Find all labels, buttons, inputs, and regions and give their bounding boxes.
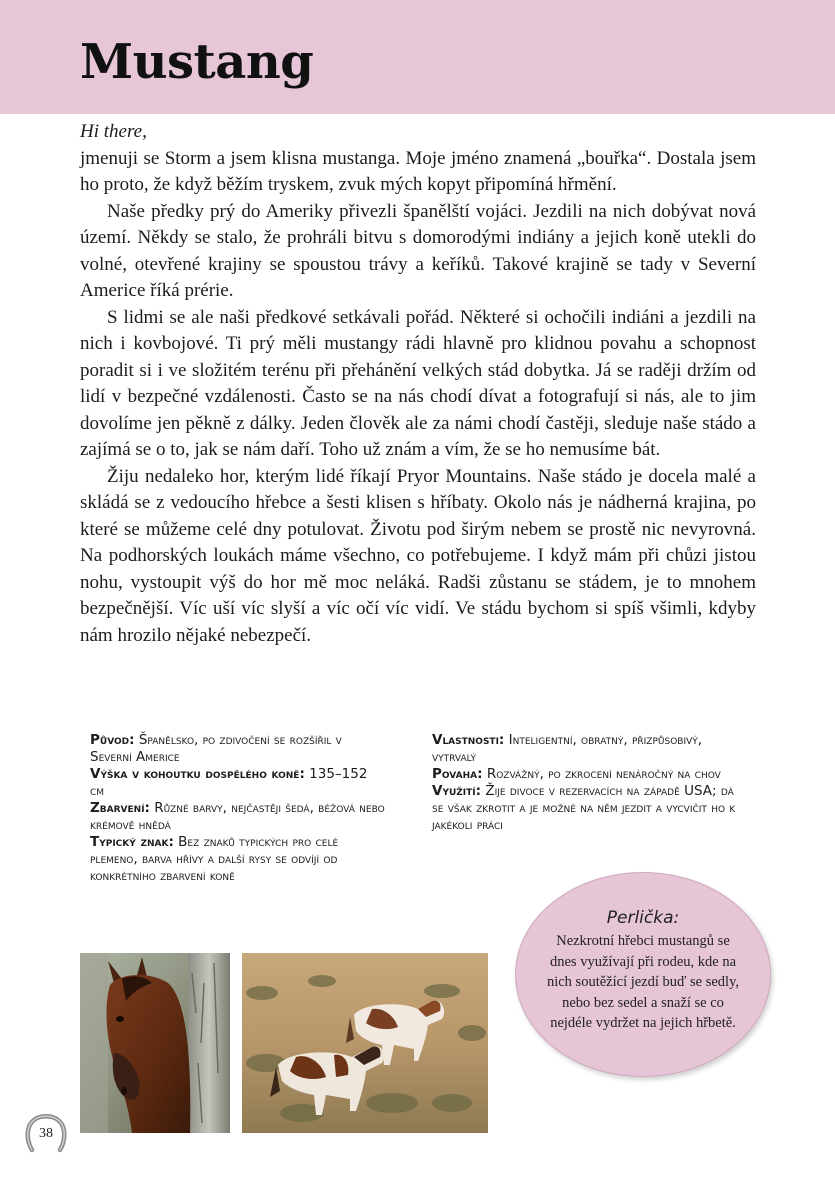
fact-label: Výška v kohoutku dospělého koně: [90, 766, 305, 782]
fact-sheet-left [90, 732, 385, 885]
fun-fact-text: Nezkrotní hřebci mustangů se dnes využívají při rodeu, kde na nich soutěžící jezdí buď se sedly, nebo bez sedel a snaží se co nejdéle vydržet na jejich hřbetě. [546, 933, 740, 1031]
paragraph-history: Naše předky prý do Ameriky přivezli španělští vojáci. Jezdili na nich dobývat nová území. Někdy se stalo, že prohráli bitvu s domorodými indiány a jejich koně utekli do volné, otevřené krajiny se spoustou trávy a keříků. Takové krajině se tady v Severní Americe říká prérie. [80, 200, 756, 301]
story-text [80, 119, 756, 649]
fact-label: Zbarvení: [90, 800, 150, 816]
page-title: Mustang [80, 34, 314, 90]
fun-fact-title: Perlička: [606, 908, 680, 928]
page-number: 38 [39, 1126, 53, 1141]
fact-label: Původ: [90, 732, 135, 748]
fact-value: Různé barvy, nejčastěji šedá, béžová nebo krémově hnědá [90, 800, 385, 833]
paragraph-herd: Žiju nedaleko hor, kterým lidé říkají Pryor Mountains. Naše stádo je docela malé a skládá se z vedoucího hřebce a šesti klisen s hříbaty. Okolo nás je nádherná krajina, po které se můžeme celé dny potulovat. Životu pod širým nebem se prostě nic nevyrovná. Na podhorských loukách máme všechno, co potřebujeme. I když mám při chůzi jistou nohu, vystoupit výš do hor mě moc neláká. Radši zůstanu se stádem, je to mnohem bezpečnější. Víc uší víc slyší a víc očí víc vidí. Ve stádu bychom si spíš všimli, kdyby nám hrozilo nějaké nebezpečí. [80, 465, 756, 646]
fact-use [432, 783, 737, 834]
fact-value: Inteligentní, obratný, přizpůsobivý, vytrvalý [432, 732, 703, 765]
fact-origin [90, 732, 385, 766]
fact-height [90, 766, 385, 800]
fact-label: Povaha: [432, 766, 483, 782]
page-number-badge [24, 1112, 68, 1156]
fact-value: Španělsko, po zdivočení se rozšířil v Severní Americe [90, 732, 342, 765]
fact-typical-feature [90, 834, 385, 885]
fact-value: Bez znaků typických pro celé plemeno, barva hřívy a další rysy se odvíjí od konkrétního zbarvení koně [90, 834, 339, 884]
horse-head-image [80, 953, 230, 1133]
fact-value: Rozvážný, po zkrocení nenáročný na chov [486, 766, 721, 782]
fact-value: Žije divoce v rezervacích na západě USA; dá se však zkrotit a je možné na něm jezdit a vycvičit ho k jakékoli práci [432, 783, 736, 833]
fact-temperament [432, 766, 737, 783]
paragraph-intro: jmenuji se Storm a jsem klisna mustanga. Moje jméno znamená „bouřka“. Dostala jsem ho proto, že když běžím tryskem, zvuk mých kopyt připomíná hřmění. [80, 147, 756, 195]
fact-sheet-right [432, 732, 737, 834]
horse-head-photo [80, 953, 230, 1133]
mustangs-prairie-photo [242, 953, 488, 1133]
paragraph-people: S lidmi se ale naši předkové setkávali pořád. Některé si ochočili indiáni a jezdili na nich i kovbojové. Ti prý měli mustangy rádi hlavně pro klidnou povahu a schopnost poradit si i ve složitém terénu při přehánění velkých stád dobytka. Já se raději držím od lidí v bezpečné vzdálenosti. Často se na nás chodí dívat a fotografují si nás, ale to jim dovolíme jen pěkně z dálky. Jeden člověk ale za námi chodí častěji, sleduje naše stádo a zajímá se o to, jak se nám daří. Toho už znám a vím, že se ho nemusíme bát. [80, 306, 756, 460]
fact-value: 135–152 cm [90, 766, 368, 799]
fact-label: Typický znak: [90, 834, 174, 850]
fun-fact-bubble [515, 872, 771, 1077]
greeting: Hi there, [80, 121, 147, 142]
title-band [0, 0, 835, 114]
mustangs-prairie-image [242, 953, 488, 1133]
fact-traits [432, 732, 737, 766]
fact-coloring [90, 800, 385, 834]
fact-label: Vlastnosti: [432, 732, 505, 748]
fact-label: Využití: [432, 783, 482, 799]
